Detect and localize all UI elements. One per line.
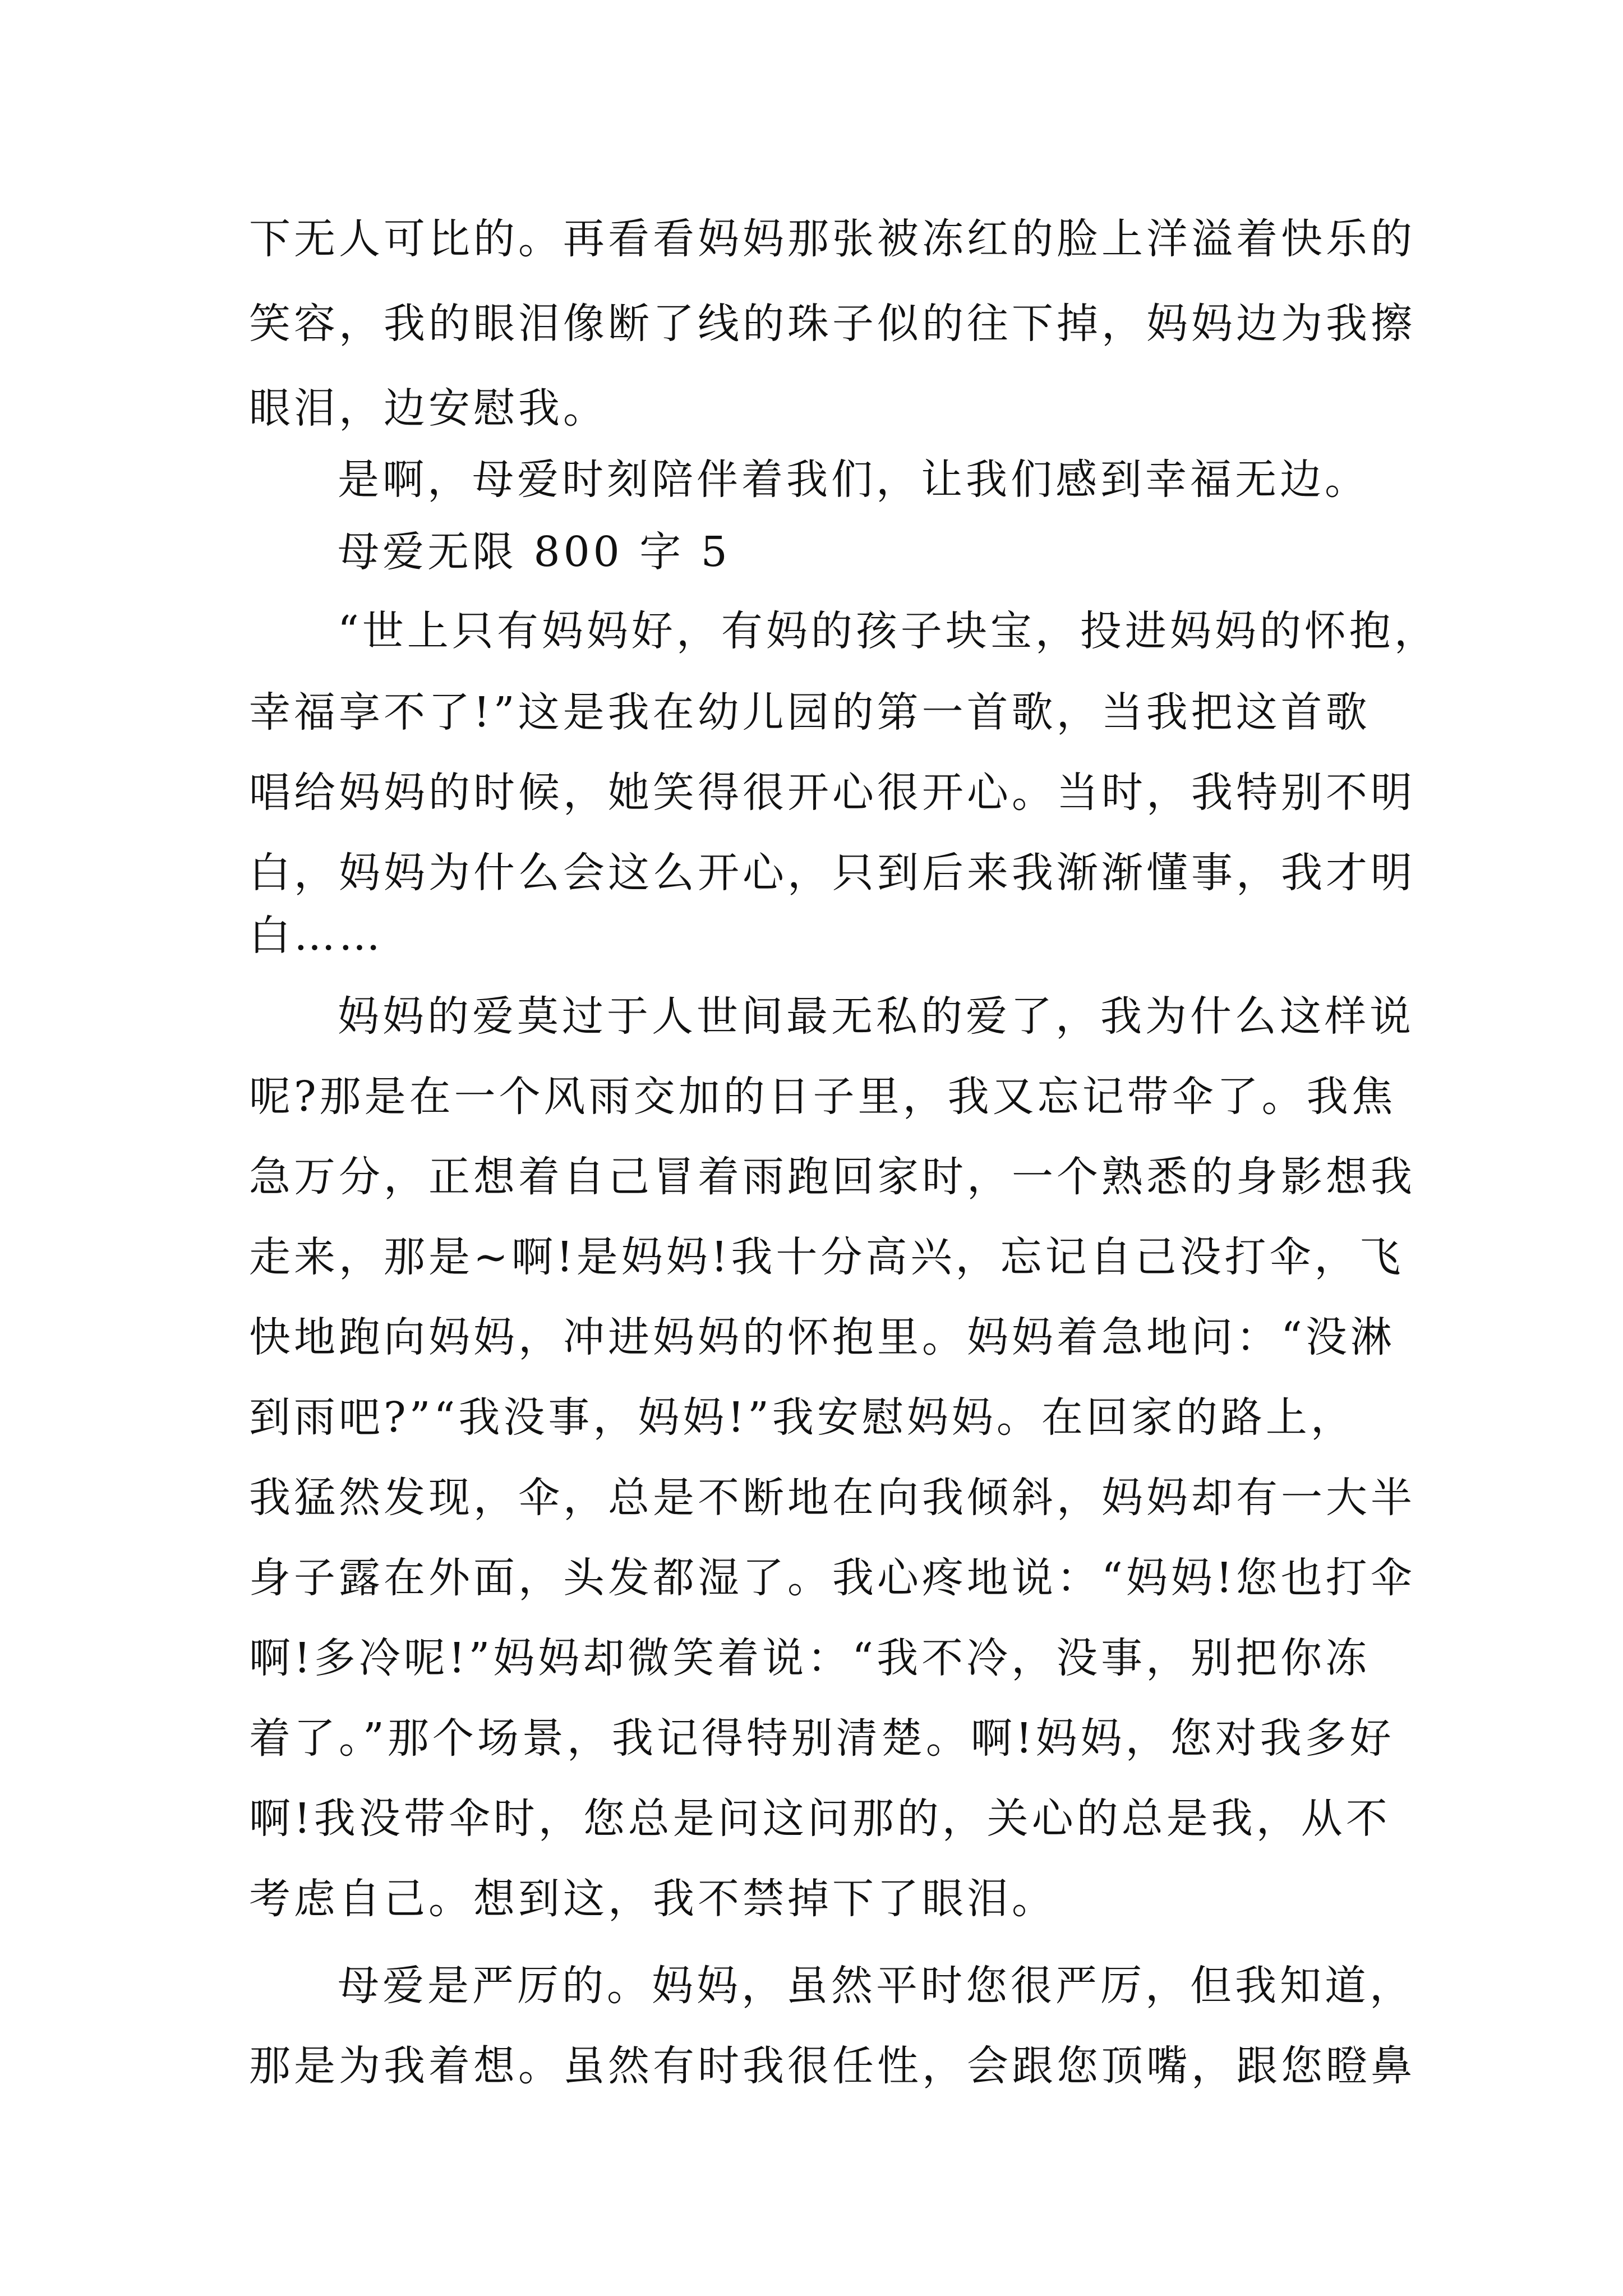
text-line: 急万分，正想着自己冒着雨跑回家时，一个熟悉的身影想我: [249, 1153, 1415, 1201]
section-heading: 母爱无限 800 字 5: [338, 528, 731, 576]
text-line: 白，妈妈为什么会这么开心，只到后来我渐渐懂事，我才明: [249, 849, 1415, 897]
text-line: 母爱是严厉的。妈妈，虽然平时您很严厉，但我知道，: [338, 1962, 1414, 2010]
text-line: 笑容，我的眼泪像断了线的珠子似的往下掉，妈妈边为我擦: [249, 300, 1415, 348]
text-line: 是啊，母爱时刻陪伴着我们，让我们感到幸福无边。: [338, 455, 1370, 504]
text-line: “世上只有妈妈好，有妈的孩子块宝，投进妈妈的怀抱，: [338, 607, 1439, 655]
text-line: 下无人可比的。再看看妈妈那张被冻红的脸上洋溢着快乐的: [249, 215, 1415, 263]
text-line: 我猛然发现，伞，总是不断地在向我倾斜，妈妈却有一大半: [249, 1474, 1415, 1522]
text-line: 考虑自己。想到这，我不禁掉下了眼泪。: [249, 1875, 1057, 1923]
text-line: 白……: [249, 912, 384, 960]
text-line: 唱给妈妈的时候，她笑得很开心很开心。当时，我特别不明: [249, 769, 1415, 817]
text-line: 妈妈的爱莫过于人世间最无私的爱了，我为什么这样说: [338, 992, 1414, 1041]
text-line: 幸福享不了!”这是我在幼儿园的第一首歌，当我把这首歌: [249, 688, 1371, 737]
text-line: 着了。”那个场景，我记得特别清楚。啊!妈妈，您对我多好: [249, 1714, 1395, 1763]
text-line: 到雨吧?”“我没事，妈妈!”我安慰妈妈。在回家的路上，: [249, 1393, 1355, 1442]
text-line: 快地跑向妈妈，冲进妈妈的怀抱里。妈妈着急地问：“没淋: [249, 1313, 1395, 1361]
text-line: 那是为我着想。虽然有时我很任性，会跟您顶嘴，跟您瞪鼻: [249, 2042, 1415, 2090]
text-line: 走来，那是~啊!是妈妈!我十分高兴，忘记自己没打伞，飞: [249, 1233, 1404, 1281]
text-line: 啊!多冷呢!”妈妈却微笑着说：“我不冷，没事，别把你冻: [249, 1634, 1371, 1682]
text-line: 眼泪，边安慰我。: [249, 384, 608, 432]
text-line: 呢?那是在一个风雨交加的日子里，我又忘记带伞了。我焦: [249, 1073, 1396, 1121]
text-line: 啊!我没带伞时，您总是问这问那的，关心的总是我，从不: [249, 1795, 1391, 1843]
text-line: 身子露在外面，头发都湿了。我心疼地说：“妈妈!您也打伞: [249, 1554, 1415, 1602]
